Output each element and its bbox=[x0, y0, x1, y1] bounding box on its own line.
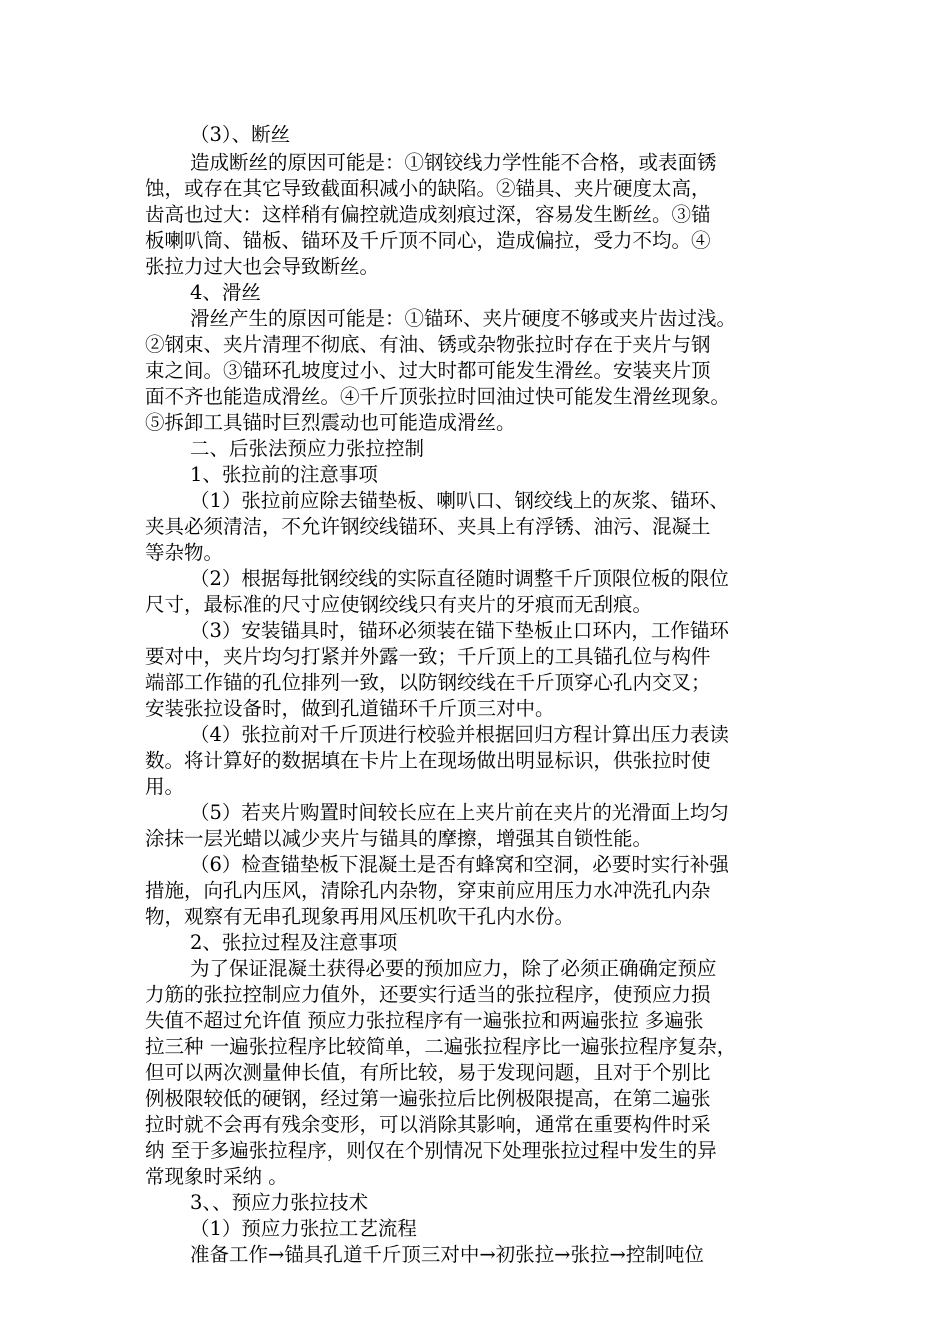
paragraph-line: 造成断丝的原因可能是：①钢铰线力学性能不合格，或表面锈 bbox=[190, 151, 717, 174]
paragraph-line: 物，观察有无串孔现象再用风压机吹干孔内水份。 bbox=[145, 905, 575, 928]
paragraph-line: 纳 至于多遍张拉程序，则仅在个别情况下处理张拉过程中发生的异 bbox=[145, 1139, 717, 1162]
paragraph-line: 拉三种 一遍张拉程序比较简单，二遍张拉程序比一遍张拉程序复杂， bbox=[145, 1035, 737, 1058]
paragraph-line: 拉时就不会再有残余变形，可以消除其影响，通常在重要构件时采 bbox=[145, 1113, 711, 1136]
paragraph-line: 齿高也过大：这样稍有偏控就造成刻痕过深，容易发生断丝。③锚 bbox=[145, 203, 711, 226]
paragraph-line: 夹具必须清洁，不允许钢绞线锚环、夹具上有浮锈、油污、混凝土 bbox=[145, 515, 711, 538]
paragraph-line: 但可以两次测量伸长值，有所比较，易于发现问题，且对于个别比 bbox=[145, 1061, 711, 1084]
section-heading: 3、、预应力张拉技术 bbox=[190, 1191, 369, 1214]
paragraph-line: 滑丝产生的原因可能是：①锚环、夹片硬度不够或夹片齿过浅。 bbox=[190, 307, 737, 330]
paragraph-line: 例极限较低的硬钢，经过第一遍张拉后比例极限提高，在第二遍张 bbox=[145, 1087, 711, 1110]
section-heading: 二、后张法预应力张拉控制 bbox=[190, 437, 425, 460]
paragraph-line: 失值不超过允许值 预应力张拉程序有一遍张拉和两遍张拉 多遍张 bbox=[145, 1009, 704, 1032]
paragraph-line: 束之间。③锚环孔坡度过小、过大时都可能发生滑丝。安装夹片顶 bbox=[145, 359, 711, 382]
section-heading: 1、张拉前的注意事项 bbox=[190, 463, 378, 486]
paragraph-line: （1）张拉前应除去锚垫板、喇叭口、钢绞线上的灰浆、锚环、 bbox=[190, 489, 729, 512]
paragraph-line: 尺寸，最标准的尺寸应使钢绞线只有夹片的牙痕而无刮痕。 bbox=[145, 593, 653, 616]
paragraph-line: （3）安装锚具时，锚环必须装在锚下垫板止口环内，工作锚环 bbox=[190, 619, 729, 642]
paragraph-line: （6）检查锚垫板下混凝土是否有蜂窝和空洞，必要时实行补强 bbox=[190, 853, 729, 876]
paragraph-line: 数。将计算好的数据填在卡片上在现场做出明显标识，供张拉时使 bbox=[145, 749, 711, 772]
section-heading: 4、滑丝 bbox=[190, 281, 261, 304]
section-heading: 2、张拉过程及注意事项 bbox=[190, 931, 398, 954]
paragraph-line: 准备工作→锚具孔道千斤顶三对中→初张拉→张拉→控制吨位 bbox=[190, 1243, 704, 1266]
section-heading: （1）预应力张拉工艺流程 bbox=[190, 1217, 417, 1240]
paragraph-line: 面不齐也能造成滑丝。④千斤顶张拉时回油过快可能发生滑丝现象。 bbox=[145, 385, 731, 408]
paragraph-line: 安装张拉设备时，做到孔道锚环千斤顶三对中。 bbox=[145, 697, 555, 720]
paragraph-line: （2）根据每批钢绞线的实际直径随时调整千斤顶限位板的限位 bbox=[190, 567, 729, 590]
paragraph-line: 蚀，或存在其它导致截面积减小的缺陷。②锚具、夹片硬度太高， bbox=[145, 177, 711, 200]
paragraph-line: 要对中，夹片均匀打紧并外露一致；千斤顶上的工具锚孔位与构件 bbox=[145, 645, 711, 668]
paragraph-line: 张拉力过大也会导致断丝。 bbox=[145, 255, 380, 278]
paragraph-line: ⑤拆卸工具锚时巨烈震动也可能造成滑丝。 bbox=[145, 411, 516, 434]
section-heading: （3）、断丝 bbox=[190, 123, 291, 146]
paragraph-line: 端部工作锚的孔位排列一致，以防钢绞线在千斤顶穿心孔内交叉； bbox=[145, 671, 711, 694]
paragraph-line: 常现象时采纳 。 bbox=[145, 1165, 288, 1188]
paragraph-line: 力筋的张拉控制应力值外，还要实行适当的张拉程序，使预应力损 bbox=[145, 983, 711, 1006]
paragraph-line: 措施，向孔内压风，清除孔内杂物，穿束前应用压力水冲洗孔内杂 bbox=[145, 879, 711, 902]
paragraph-line: ②钢束、夹片清理不彻底、有油、锈或杂物张拉时存在于夹片与钢 bbox=[145, 333, 711, 356]
paragraph-line: 板喇叭筒、锚板、锚环及千斤顶不同心，造成偏拉，受力不均。④ bbox=[145, 229, 711, 252]
paragraph-line: （4）张拉前对千斤顶进行校验并根据回归方程计算出压力表读 bbox=[190, 723, 729, 746]
paragraph-line: 为了保证混凝土获得必要的预加应力，除了必须正确确定预应 bbox=[190, 957, 717, 980]
paragraph-line: 涂抹一层光蜡以减少夹片与锚具的摩擦，增强其自锁性能。 bbox=[145, 827, 653, 850]
paragraph-line: （5）若夹片购置时间较长应在上夹片前在夹片的光滑面上均匀 bbox=[190, 801, 729, 824]
paragraph-line: 等杂物。 bbox=[145, 541, 224, 564]
paragraph-line: 用。 bbox=[145, 775, 185, 798]
